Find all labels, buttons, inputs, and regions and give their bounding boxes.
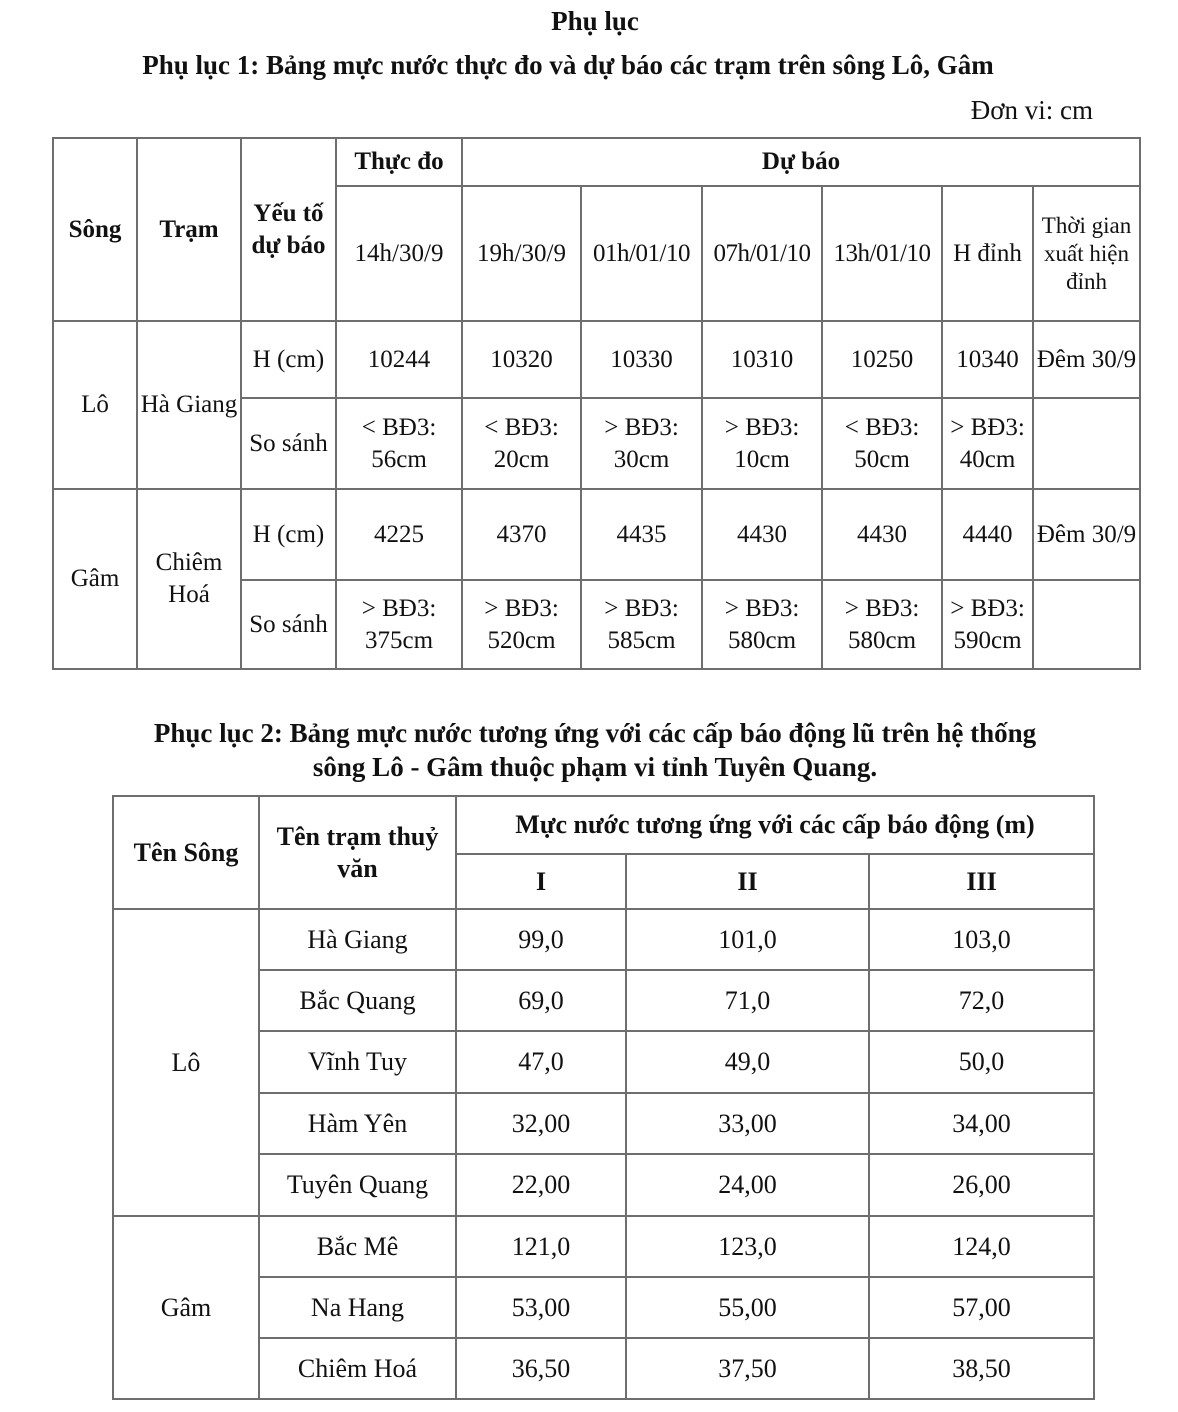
level-cell: 33,00 — [626, 1093, 869, 1154]
level-cell: 36,50 — [456, 1338, 626, 1399]
level-cell: 32,00 — [456, 1093, 626, 1154]
value-cell: 10320 — [462, 321, 581, 398]
header-river: Sông — [53, 138, 137, 321]
factor-cell: So sánh — [241, 580, 336, 669]
compare-cell: > BĐ3: 580cm — [822, 580, 942, 669]
table-row — [113, 1154, 1094, 1216]
appendix2-title-line2: sông Lô - Gâm thuộc phạm vi tỉnh Tuyên Quang. — [312, 752, 878, 782]
compare-cell: > BĐ3: 375cm — [336, 580, 462, 669]
value-cell: 4370 — [462, 489, 581, 580]
compare-cell: < BĐ3: 20cm — [462, 398, 581, 489]
header-station: Trạm — [137, 138, 241, 321]
factor-cell: H (cm) — [241, 321, 336, 398]
header-measured: Thực đo — [336, 138, 462, 186]
empty-cell — [1033, 398, 1140, 489]
station-cell: Hà Giang — [137, 321, 241, 489]
level-cell: 101,0 — [626, 909, 869, 970]
header-level-i: I — [456, 854, 626, 909]
empty-cell — [1033, 580, 1140, 669]
river-cell: Lô — [53, 321, 137, 489]
compare-cell: > BĐ3: 580cm — [702, 580, 822, 669]
peak-value-cell: 10340 — [942, 321, 1033, 398]
station-cell: Tuyên Quang — [259, 1154, 456, 1216]
value-cell: 4225 — [336, 489, 462, 580]
level-cell: 24,00 — [626, 1154, 869, 1216]
level-cell: 47,0 — [456, 1031, 626, 1093]
unit-label: Đơn vi: cm — [970, 95, 1093, 125]
table-row — [53, 321, 1140, 398]
level-cell: 34,00 — [869, 1093, 1094, 1154]
factor-cell: So sánh — [241, 398, 336, 489]
header-station-name: Tên trạm thuỷ văn — [259, 796, 456, 909]
header-time: 01h/01/10 — [581, 186, 702, 321]
value-cell: 10330 — [581, 321, 702, 398]
river-cell: Gâm — [113, 1216, 259, 1399]
header-peak-h: H đỉnh — [942, 186, 1033, 321]
level-cell: 103,0 — [869, 909, 1094, 970]
table-row — [113, 1031, 1094, 1093]
header-time: 19h/30/9 — [462, 186, 581, 321]
compare-cell: > BĐ3: 30cm — [581, 398, 702, 489]
level-cell: 99,0 — [456, 909, 626, 970]
peak-compare-cell: > BĐ3: 590cm — [942, 580, 1033, 669]
station-cell: Chiêm Hoá — [259, 1338, 456, 1399]
value-cell: 10244 — [336, 321, 462, 398]
header-time: 14h/30/9 — [336, 186, 462, 321]
level-cell: 22,00 — [456, 1154, 626, 1216]
value-cell: 4430 — [702, 489, 822, 580]
table-row — [53, 489, 1140, 580]
appendix2-title-line1: Phục lục 2: Bảng mực nước tương ứng với các cấp báo động lũ trên hệ thống — [153, 718, 1037, 748]
level-cell: 121,0 — [456, 1216, 626, 1277]
table-row — [113, 1338, 1094, 1399]
alarm-levels-table — [112, 795, 1095, 1400]
appendix1-title: Phụ lục 1: Bảng mực nước thực đo và dự báo các trạm trên sông Lô, Gâm — [142, 50, 994, 80]
header-level-ii: II — [626, 854, 869, 909]
header-time: 13h/01/10 — [822, 186, 942, 321]
station-cell: Na Hang — [259, 1277, 456, 1338]
level-cell: 57,00 — [869, 1277, 1094, 1338]
level-cell: 50,0 — [869, 1031, 1094, 1093]
station-cell: Bắc Mê — [259, 1216, 456, 1277]
level-cell: 26,00 — [869, 1154, 1094, 1216]
document-heading: Phụ lục — [551, 6, 639, 36]
table-row — [113, 1277, 1094, 1338]
header-level-iii: III — [869, 854, 1094, 909]
level-cell: 53,00 — [456, 1277, 626, 1338]
level-cell: 49,0 — [626, 1031, 869, 1093]
peak-time-cell: Đêm 30/9 — [1033, 489, 1140, 580]
forecast-table — [52, 137, 1141, 670]
peak-value-cell: 4440 — [942, 489, 1033, 580]
peak-time-cell: Đêm 30/9 — [1033, 321, 1140, 398]
table-row — [113, 909, 1094, 970]
level-cell: 71,0 — [626, 970, 869, 1031]
station-cell: Chiêm Hoá — [137, 489, 241, 669]
value-cell: 4435 — [581, 489, 702, 580]
header-levels-group: Mực nước tương ứng với các cấp báo động (m) — [456, 796, 1094, 854]
factor-cell: H (cm) — [241, 489, 336, 580]
table-row — [113, 970, 1094, 1031]
compare-cell: > BĐ3: 10cm — [702, 398, 822, 489]
header-forecast: Dự báo — [462, 138, 1140, 186]
table-row — [113, 1216, 1094, 1277]
river-cell: Lô — [113, 909, 259, 1216]
value-cell: 10250 — [822, 321, 942, 398]
station-cell: Hà Giang — [259, 909, 456, 970]
compare-cell: < BĐ3: 50cm — [822, 398, 942, 489]
header-peak-time: Thời gian xuất hiện đỉnh — [1033, 186, 1140, 321]
table-row — [113, 1093, 1094, 1154]
level-cell: 124,0 — [869, 1216, 1094, 1277]
level-cell: 72,0 — [869, 970, 1094, 1031]
compare-cell: > BĐ3: 520cm — [462, 580, 581, 669]
value-cell: 10310 — [702, 321, 822, 398]
header-river-name: Tên Sông — [113, 796, 259, 909]
station-cell: Bắc Quang — [259, 970, 456, 1031]
peak-compare-cell: > BĐ3: 40cm — [942, 398, 1033, 489]
header-factor: Yếu tố dự báo — [241, 138, 336, 321]
value-cell: 4430 — [822, 489, 942, 580]
river-cell: Gâm — [53, 489, 137, 669]
appendix2-title — [80, 716, 1110, 784]
header-time: 07h/01/10 — [702, 186, 822, 321]
station-cell: Hàm Yên — [259, 1093, 456, 1154]
level-cell: 38,50 — [869, 1338, 1094, 1399]
compare-cell: > BĐ3: 585cm — [581, 580, 702, 669]
compare-cell: < BĐ3: 56cm — [336, 398, 462, 489]
station-cell: Vĩnh Tuy — [259, 1031, 456, 1093]
level-cell: 37,50 — [626, 1338, 869, 1399]
level-cell: 55,00 — [626, 1277, 869, 1338]
level-cell: 123,0 — [626, 1216, 869, 1277]
level-cell: 69,0 — [456, 970, 626, 1031]
